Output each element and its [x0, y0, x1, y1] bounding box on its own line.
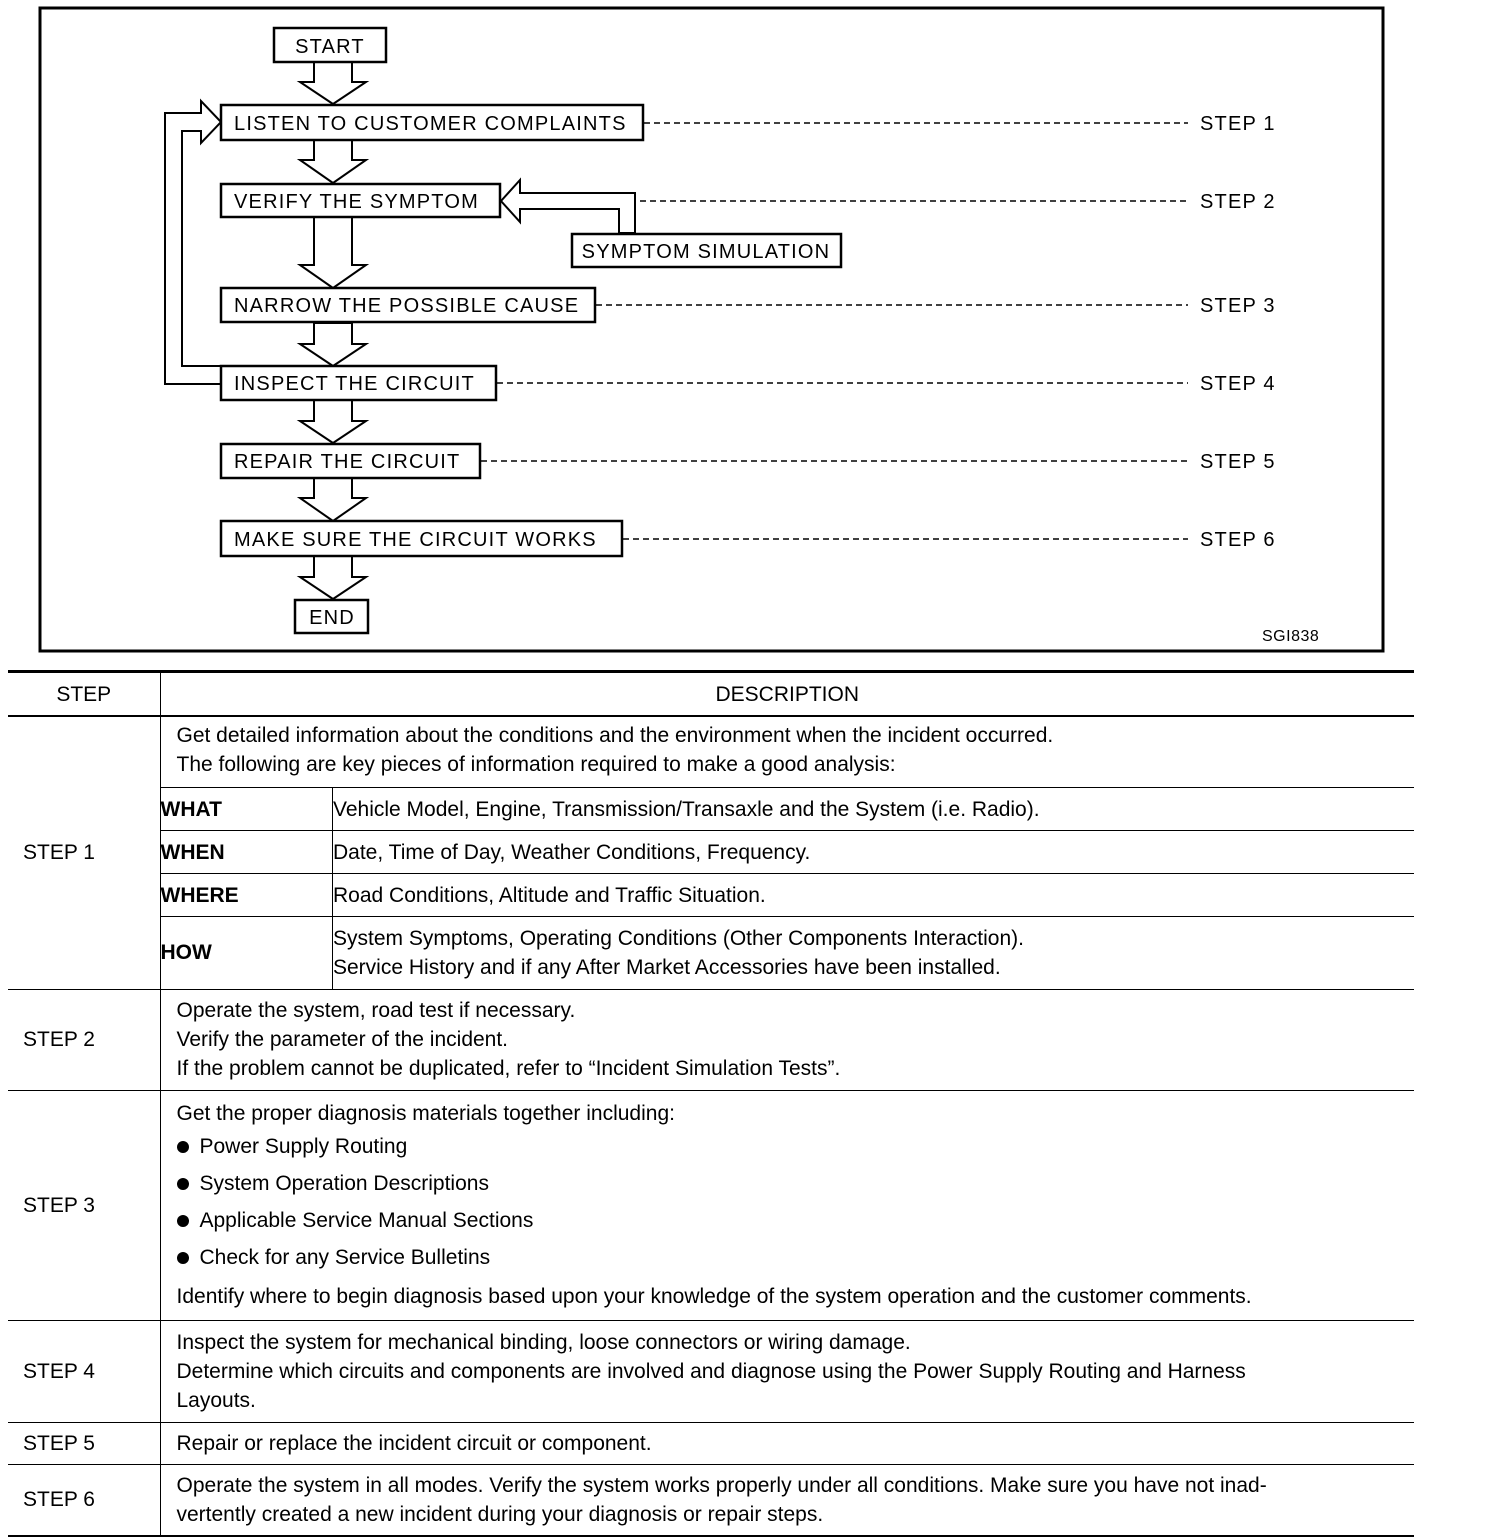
detail-value: System Symptoms, Operating Conditions (Other Components Interaction). Service History and if any After Market Accessories have been installed. [333, 917, 1415, 989]
flow-arrow [300, 217, 366, 288]
step5-box [221, 444, 480, 478]
bullet-icon [177, 1252, 189, 1264]
flow-arrows [300, 62, 366, 599]
symptom-simulation-box [572, 234, 841, 267]
step2-box [221, 184, 500, 217]
description-cell: Operate the system, road test if necessary. Verify the parameter of the incident. If the problem cannot be duplicated, refer to “Incident Simulation Tests”. [160, 989, 1414, 1090]
header-description: DESCRIPTION [160, 672, 1414, 717]
step1-box [221, 105, 643, 140]
table-row-step4 [8, 1320, 1414, 1422]
step-label: STEP 1 [1200, 113, 1276, 135]
step-label: STEP 6 [1200, 529, 1276, 551]
detail-row-when [161, 831, 1415, 874]
header-step: STEP [8, 672, 160, 717]
svg-text:VERIFY THE SYMPTOM: VERIFY THE SYMPTOM [234, 191, 479, 213]
step-cell: STEP 6 [8, 1464, 160, 1536]
list-item: Check for any Service Bulletins [177, 1239, 1415, 1276]
step-cell: STEP 1 [8, 716, 160, 989]
step-label: STEP 3 [1200, 295, 1276, 317]
step-label: STEP 4 [1200, 373, 1276, 395]
flow-arrow [300, 323, 366, 366]
bullet-icon [177, 1178, 189, 1190]
detail-key: HOW [161, 917, 333, 989]
flow-arrow [300, 400, 366, 443]
svg-text:LISTEN TO CUSTOMER COMPLAINTS: LISTEN TO CUSTOMER COMPLAINTS [234, 113, 627, 135]
step1-details [161, 787, 1415, 989]
end-box [295, 600, 368, 633]
detail-key: WHEN [161, 831, 333, 874]
list-item: System Operation Descriptions [177, 1165, 1415, 1202]
svg-text:MAKE SURE THE CIRCUIT WORKS: MAKE SURE THE CIRCUIT WORKS [234, 529, 597, 551]
table-row-step6 [8, 1464, 1414, 1536]
step3-box [221, 288, 595, 322]
detail-key: WHERE [161, 874, 333, 917]
svg-text:NARROW THE POSSIBLE CAUSE: NARROW THE POSSIBLE CAUSE [234, 295, 580, 317]
step-description-table [8, 670, 1414, 1537]
step4-box [221, 366, 496, 400]
table-row-step1 [8, 716, 1414, 989]
detail-row-how [161, 917, 1415, 989]
start-box [274, 28, 386, 62]
simulation-arrow [501, 180, 635, 233]
step-cell: STEP 4 [8, 1320, 160, 1422]
detail-value: Vehicle Model, Engine, Transmission/Transaxle and the System (i.e. Radio). [333, 788, 1415, 831]
detail-value: Date, Time of Day, Weather Conditions, Frequency. [333, 831, 1415, 874]
table-header [8, 672, 1414, 717]
flow-arrow [300, 140, 366, 183]
step-label: STEP 2 [1200, 191, 1276, 213]
step-leaders [481, 123, 1188, 539]
list-item: Applicable Service Manual Sections [177, 1202, 1415, 1239]
figure-code: SGI838 [1262, 628, 1320, 645]
step-cell: STEP 3 [8, 1090, 160, 1320]
flow-arrow [300, 62, 366, 104]
svg-text:REPAIR THE CIRCUIT: REPAIR THE CIRCUIT [234, 451, 461, 473]
feedback-loop-arrow [165, 101, 221, 384]
description-cell [160, 716, 1414, 989]
table-row-step5 [8, 1422, 1414, 1464]
troubleshooting-flowchart [0, 0, 1504, 660]
detail-row-what [161, 788, 1415, 831]
step1-intro: Get detailed information about the conditions and the environment when the incident occurred. The following are key pieces of information required to make a good analysis: [176, 724, 1054, 776]
flow-arrow [300, 556, 366, 599]
table-row-step2 [8, 989, 1414, 1090]
description-cell: Inspect the system for mechanical binding, loose connectors or wiring damage. Determine which circuits and components are involved and diagnose using the Power Supply Routing and Harness Layouts. [160, 1320, 1414, 1422]
bullet-icon [177, 1141, 189, 1153]
svg-text:INSPECT THE CIRCUIT: INSPECT THE CIRCUIT [234, 373, 475, 395]
description-cell: Repair or replace the incident circuit or component. [160, 1422, 1414, 1464]
flow-arrow [300, 478, 366, 521]
step-label: STEP 5 [1200, 451, 1276, 473]
table-row-step3 [8, 1090, 1414, 1320]
step-cell: STEP 2 [8, 989, 160, 1090]
svg-text:START: START [295, 36, 365, 58]
step6-box [221, 521, 622, 556]
svg-text:END: END [309, 607, 355, 629]
bullet-icon [177, 1215, 189, 1227]
svg-text:SYMPTOM SIMULATION: SYMPTOM SIMULATION [581, 241, 831, 263]
detail-value: Road Conditions, Altitude and Traffic Situation. [333, 874, 1415, 917]
detail-key: WHAT [161, 788, 333, 831]
description-cell: Get the proper diagnosis materials together including: Power Supply Routing System Operation Descriptions Applicable Service Manual Sections Check for any Service Bulletins Identify where to begin diagnosis based upon your knowledge of the system operation and the customer comments. [160, 1090, 1414, 1320]
step-cell: STEP 5 [8, 1422, 160, 1464]
detail-row-where [161, 874, 1415, 917]
description-cell: Operate the system in all modes. Verify the system works properly under all conditions. Make sure you have not inad- vertently created a new incident during your diagnosis or repair steps. [160, 1464, 1414, 1536]
list-item: Power Supply Routing [177, 1128, 1415, 1165]
